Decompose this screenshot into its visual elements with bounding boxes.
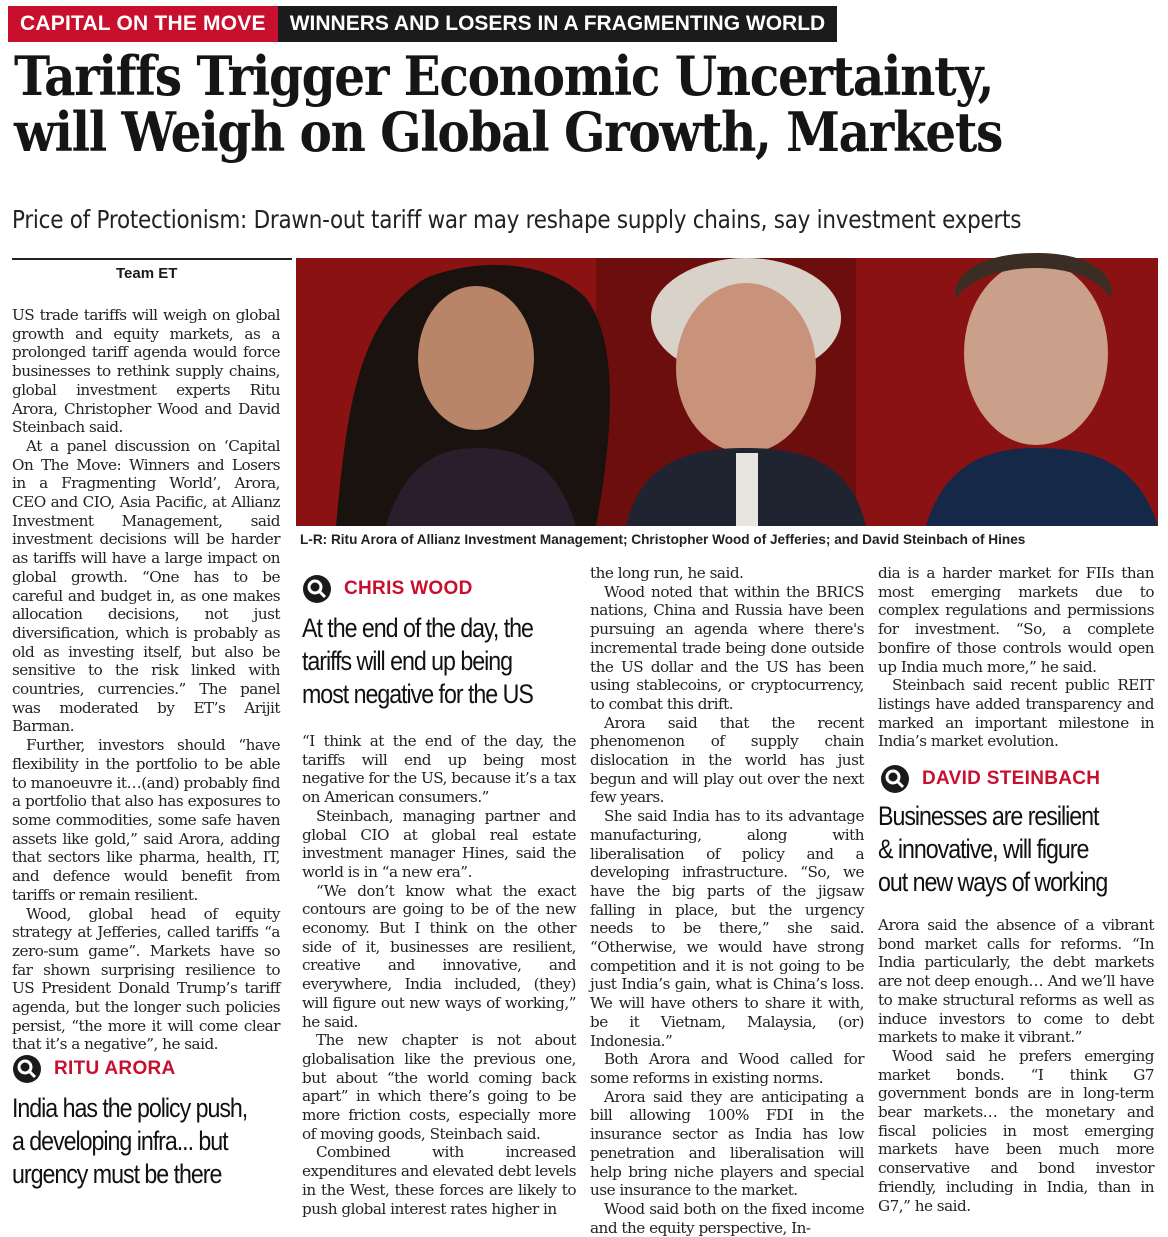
photo-caption: L-R: Ritu Arora of Allianz Investment Management; Christopher Wood of Jefferies; and David Steinbach of Hines [300,532,1026,547]
paragraph: Arora said they are anticipating a bill allowing 100% FDI in the insurance sector as India has low penetration and liberalisation will help bring niche players and special use insurance to the market. [590,1087,864,1200]
panelists-photo [296,258,1158,526]
pull-quote-wood [302,612,533,711]
paragraph: At a panel discussion on ‘Capital On The Move: Winners and Losers in a Fragmenting World’, Arora, CEO and CIO, Asia Pacific, at Allianz Investment Management, said investment decisions will be harder as tariffs will have a large impact on global growth. “One has to be careful and budget in, as one makes allocation decisions, not just diversification, which is probably as old as investing itself, but also be sensitive to the risk linked with countries, currencies.” The panel was moderated by ET’s Arijit Barman. [12,436,280,736]
column-4-bottom [878,916,1154,1215]
paragraph: Further, investors should “have flexibility in the portfolio to be able to manoeuvre it…(and) probably find a portfolio that also has exposures to some commodities, some safe haven assets like gold,” said Arora, adding that sectors like pharma, health, IT, and defence would benefit from tariffs or remain resilient. [12,736,280,904]
paragraph: Wood noted that within the BRICS nations, China and Russia have been pursuing an agenda where there's incremental trade being done outside the US dollar and the US has been using stablecoins, or cryptocurrency, to combat this drift. [590,582,864,713]
paragraph: “We don’t know what the exact contours are going to be of the new economy. But I think on the other side of it, businesses are resilient, creative and innovative, and everywhere, India included, (they) will figure out new ways of working,” he said. [302,881,576,1031]
paragraph: dia is a harder market for FIIs than most emerging markets due to complex regulations and permissions for investment. “So, a complete bonfire of those controls would open up India much more,” he said. [878,564,1154,676]
paragraph: “I think at the end of the day, the tariffs will end up being most negative for the US, because it’s a tax on American consumers.” [302,732,576,807]
byline: Team ET [116,265,178,282]
paragraph: US trade tariffs will weigh on global growth and equity markets, as a prolonged tariff agenda would force businesses to rethink supply chains, global investment experts Ritu Arora, Christopher Wood and David Steinbach said. [12,306,280,437]
subheadline: Price of Protectionism: Drawn-out tariff war may reshape supply chains, say investment experts [12,205,1022,234]
quote-line: India has the policy push, [12,1093,248,1123]
column-3 [590,564,864,1237]
paragraph: The new chapter is not about globalisation like the previous one, but about “the world coming back apart” in which there’s going to be more friction costs, especially more of moving goods, Steinbach said. [302,1031,576,1143]
quote-label-arora [12,1054,176,1084]
quote-badge-icon [880,764,910,794]
quote-line: a developing infra... but [12,1126,228,1156]
paragraph: Steinbach said recent public REIT listings have added transparency and marked an important milestone in India’s market evolution. [878,676,1154,751]
quote-label-steinbach [880,764,1100,794]
photo-illustration [296,258,1158,526]
section-banner [8,6,837,42]
quote-label-wood [302,574,473,604]
paragraph: Both Arora and Wood called for some reforms in existing norms. [590,1050,864,1087]
quote-line: Businesses are resilient [878,801,1099,831]
column-4-top [878,564,1154,751]
paragraph: Arora said that the recent phenomenon of supply chain dislocation in the world has just begun and will play out over the next few years. [590,713,864,807]
quote-line: most negative for the US [302,679,533,709]
headline [14,44,1049,164]
quote-badge-icon [302,574,332,604]
paragraph: Arora said the absence of a vibrant bond market calls for reforms. “In India particularly, the debt markets are not deep enough… And we’ll have to make structural reforms as well as induce investors to come to debt markets to make it vibrant.” [878,916,1154,1047]
quote-badge-icon [12,1054,42,1084]
quote-line: At the end of the day, the [302,613,533,643]
section-tag: CAPITAL ON THE MOVE [8,6,278,42]
paragraph: Steinbach, managing partner and global CIO at global real estate investment manager Hines, said the world is in “a new era”. [302,806,576,881]
headline-line-1: Tariffs Trigger Economic Uncertainty, [14,44,994,108]
topic-tag: WINNERS AND LOSERS IN A FRAGMENTING WORLD [278,6,837,42]
pull-quote-arora [12,1092,247,1191]
byline-rule [12,258,292,260]
quote-name: DAVID STEINBACH [922,768,1101,789]
quote-line: tariffs will end up being [302,646,512,676]
paragraph: Combined with increased expenditures and elevated debt levels in the West, these forces are likely to push global interest rates higher in [302,1143,576,1218]
quote-line: out new ways of working [878,867,1108,897]
paragraph: Wood said both on the fixed income and the equity perspective, In- [590,1199,864,1237]
paragraph: Wood said he prefers emerging market bonds. “I think G7 government bonds are in long-term bear markets… the monetary and fiscal policies in most emerging markets have been much more conservative and bond investor friendly, including in India, than in G7,” he said. [878,1046,1154,1215]
pull-quote-steinbach [878,800,1107,899]
column-2 [302,732,576,1218]
headline-line-2: will Weigh on Global Growth, Markets [14,100,1002,164]
paragraph: Wood, global head of equity strategy at Jefferies, called tariffs “a zero-sum game”. Markets have so far shown surprising resilience to US President Donald Trump’s tariff agenda, but the longer such policies persist, “the more it will come clear that it’s a negative”, he said. [12,904,280,1054]
quote-name: RITU ARORA [54,1058,176,1079]
quote-line: & innovative, will figure [878,834,1089,864]
paragraph: She said India has to its advantage manufacturing, along with liberalisation of policy and a developing infrastructure. “So, we have the big parts of the jigsaw falling in place, but the urgency needs to be there,” she said. “Otherwise, we would have strong competition and it is not going to be just India’s gain, what is China’s loss. We will have others to share it with, be it Vietnam, Malaysia, (or) Indonesia.” [590,807,864,1050]
quote-line: urgency must be there [12,1159,222,1189]
paragraph: the long run, he said. [590,564,744,582]
column-1 [12,306,280,1054]
quote-name: CHRIS WOOD [344,578,473,599]
